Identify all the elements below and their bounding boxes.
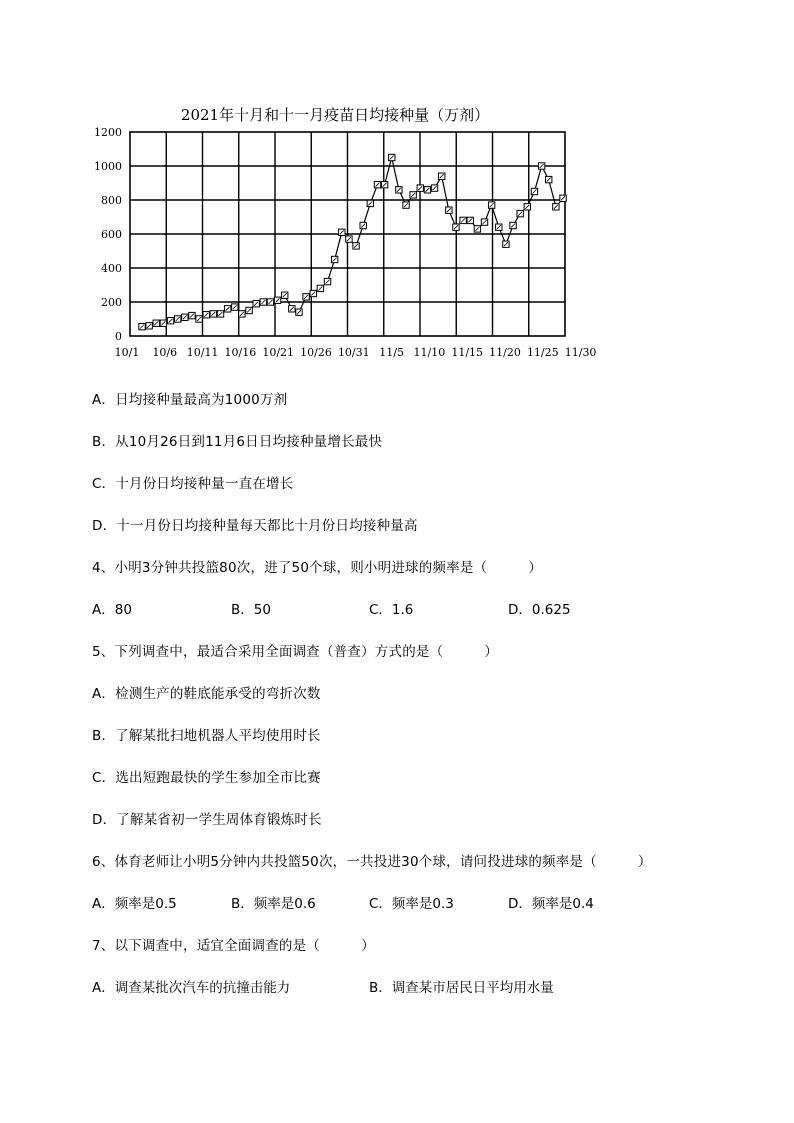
q5-option-b: B．了解某批扫地机器人平均使用时长 [92,728,321,744]
x-axis-ticks [115,346,597,359]
x-tick-label: 10/1 [114,346,140,359]
q5-option-c: C．选出短跑最快的学生参加全市比赛 [92,770,321,786]
q3-option-c: C．十月份日均接种量一直在增长 [92,476,294,492]
x-tick-label: 10/26 [300,346,332,359]
y-tick-label: 200 [101,296,122,309]
y-tick-label: 800 [101,194,122,207]
q4-option-d: D．0.625 [508,602,571,618]
q4-option-b: B．50 [231,602,271,618]
q3-option-b: B．从10月26日到11月6日日均接种量增长最快 [92,434,383,450]
q7-option-a: A．调查某批次汽车的抗撞击能力 [92,980,291,996]
y-tick-label: 0 [115,330,122,343]
q7-stem: 7、以下调查中，适宜全面调查的是（ ） [92,938,375,954]
q6-option-d: D．频率是0.4 [508,896,594,912]
x-tick-label: 11/25 [526,346,559,359]
x-tick-label: 11/30 [564,346,597,359]
y-tick-label: 1000 [94,160,122,173]
x-tick-label: 11/20 [489,346,521,359]
q7-option-b: B．调查某市居民日平均用水量 [369,980,554,996]
y-tick-label: 1200 [94,126,122,139]
y-tick-label: 400 [101,262,122,275]
x-tick-label: 10/21 [262,346,295,359]
q4-stem: 4、小明3分钟共投篮80次，进了50个球，则小明进球的频率是（ ） [92,560,543,576]
chart-title: 2021年十月和十一月疫苗日均接种量（万剂） [180,106,490,124]
q4-option-c: C．1.6 [369,602,414,618]
q6-option-b: B．频率是0.6 [231,896,316,912]
x-tick-label: 10/11 [186,346,219,359]
x-tick-label: 11/5 [379,346,404,359]
y-tick-label: 600 [101,228,122,241]
q6-option-c: C．频率是0.3 [369,896,454,912]
y-axis-ticks [94,126,122,343]
q4-option-a: A．80 [92,602,132,618]
q5-option-d: D．了解某省初一学生周体育锻炼时长 [92,812,322,828]
x-tick-label: 10/31 [337,346,370,359]
q5-stem: 5、下列调查中，最适合采用全面调查（普查）方式的是（ ） [92,644,499,660]
q3-option-a: A．日均接种量最高为1000万剂 [92,392,288,408]
q6-option-a: A．频率是0.5 [92,896,177,912]
q5-option-a: A．检测生产的鞋底能承受的弯折次数 [92,686,321,702]
x-tick-label: 10/6 [152,346,178,359]
chart-grid [130,132,565,336]
x-tick-label: 11/15 [451,346,484,359]
x-tick-label: 10/16 [224,346,257,359]
q3-option-d: D．十一月份日均接种量每天都比十月份日均接种量高 [92,518,418,534]
vaccination-line-chart [0,0,794,370]
x-tick-label: 11/10 [413,346,446,359]
q6-stem: 6、体育老师让小明5分钟内共投篮50次，一共投进30个球，请问投进球的频率是（ ） [92,854,652,870]
